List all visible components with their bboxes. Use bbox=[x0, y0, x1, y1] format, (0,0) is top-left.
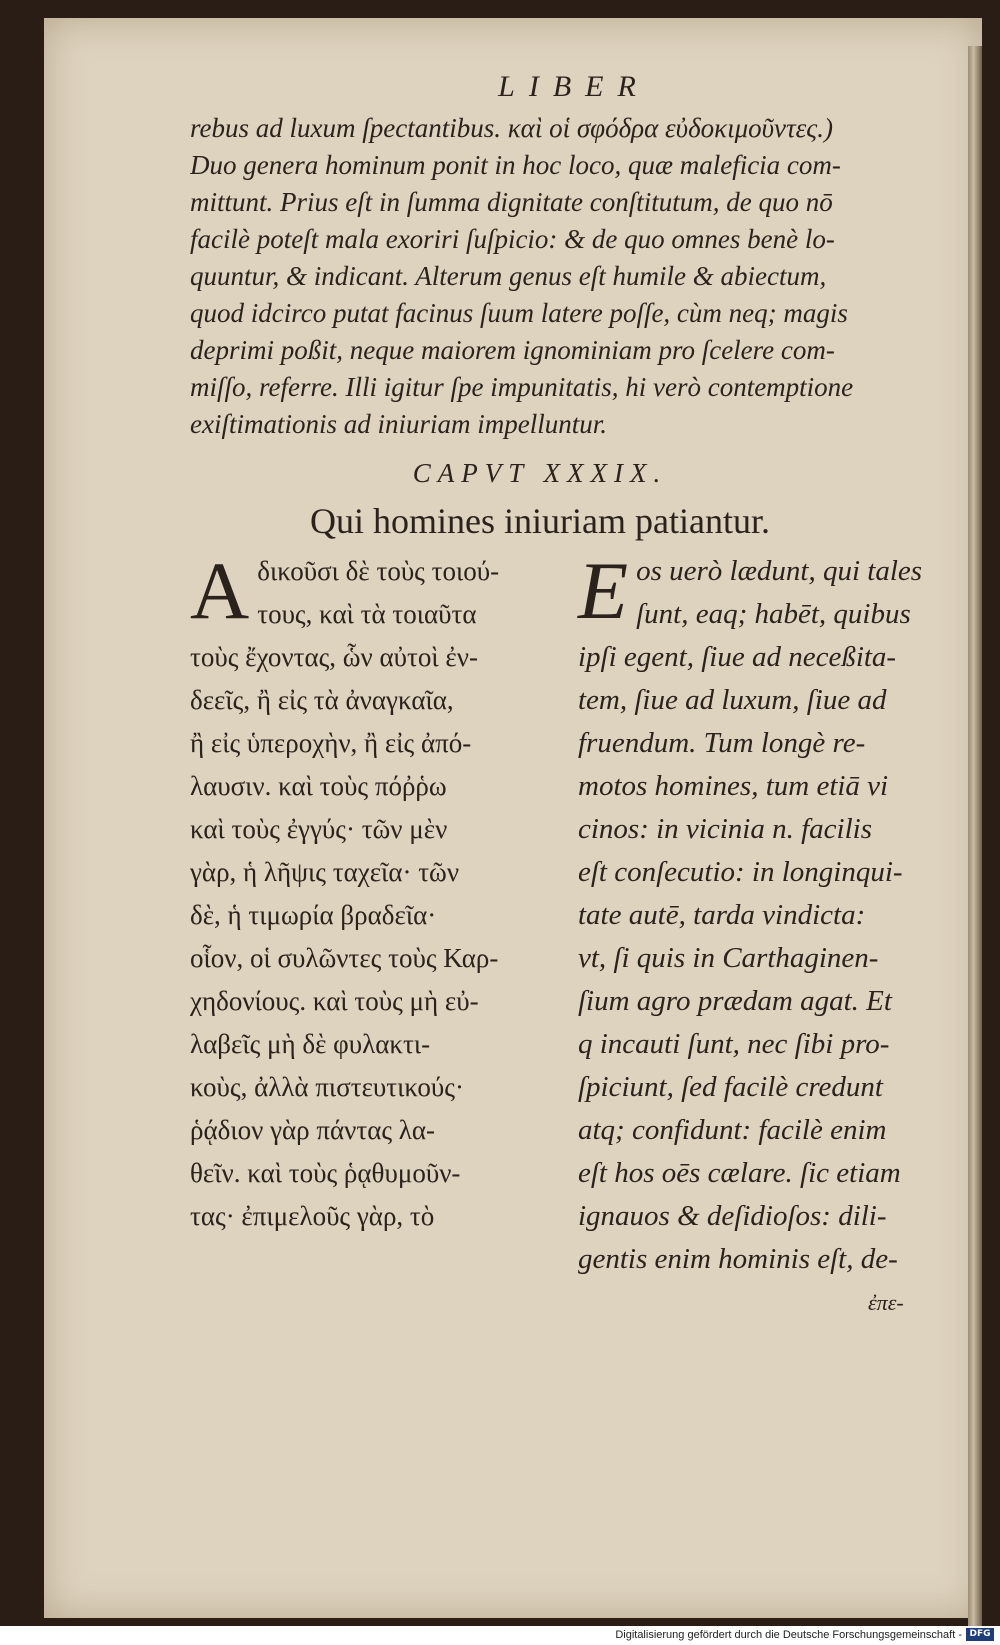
greek-line: χηδονίους. καὶ τοὺς μὴ εὐ- bbox=[190, 986, 479, 1016]
commentary-line: facilè poteſt mala exoriri ſuſpicio: & de quo omnes benè lo- bbox=[190, 224, 835, 254]
greek-line: τοὺς ἔχοντας, ὧν αὐτοὶ ἐν- bbox=[190, 642, 478, 672]
greek-line: ἢ εἰς ὑπεροχὴν, ἢ εἰς ἀπό- bbox=[190, 728, 472, 758]
latin-line: tem, ſiue ad luxum, ſiue ad bbox=[578, 684, 887, 716]
catchword: ἐπε- bbox=[868, 1290, 904, 1315]
latin-line: fruendum. Tum longè re- bbox=[578, 727, 866, 759]
greek-line: οἷον, οἱ συλῶντες τοὺς Καρ- bbox=[190, 943, 499, 973]
latin-line: eſt hos oēs cælare. ſic etiam bbox=[578, 1157, 901, 1189]
footer-credit: Digitalisierung gefördert durch die Deutsche Forschungsgemeinschaft - bbox=[615, 1629, 962, 1641]
chapter-number: CAPVT XXXIX. bbox=[412, 458, 668, 488]
greek-line: ῥᾴδιον γὰρ πάντας λα- bbox=[190, 1115, 436, 1145]
running-head: LIBER bbox=[498, 70, 650, 103]
latin-line: vt, ſi quis in Carthaginen- bbox=[578, 942, 879, 974]
greek-line: τας· ἐπιμελοῦς γὰρ, τὸ bbox=[190, 1201, 435, 1231]
greek-dropcap: A bbox=[190, 545, 250, 636]
commentary-line: quod idcirco putat facinus ſuum latere poſſe, cùm neq; magis bbox=[190, 298, 848, 328]
latin-column bbox=[578, 545, 958, 1281]
greek-line: κοὺς, ἀλλὰ πιστευτικούς· bbox=[190, 1072, 464, 1102]
latin-line: ſunt, eaq; habēt, quibus bbox=[636, 598, 911, 630]
latin-line: ſpiciunt, ſed facilè credunt bbox=[578, 1071, 883, 1103]
commentary-line: deprimi poßit, neque maiorem ignominiam pro ſcelere com- bbox=[190, 335, 835, 365]
latin-line: cinos: in vicinia n. facilis bbox=[578, 813, 872, 845]
latin-line: eſt conſecutio: in longinqui- bbox=[578, 856, 903, 888]
commentary-line: exiſtimationis ad iniuriam impelluntur. bbox=[190, 409, 607, 439]
commentary-line: Duo genera hominum ponit in hoc loco, quæ maleficia com- bbox=[190, 150, 841, 180]
commentary-line: miſſo, referre. Illi igitur ſpe impunitatis, hi verò contemptione bbox=[190, 372, 854, 402]
latin-line: gentis enim hominis eſt, de- bbox=[578, 1243, 898, 1275]
commentary-line: rebus ad luxum ſpectantibus. καὶ οἱ σφόδρα εὐδοκιμοῦντες.) bbox=[190, 113, 834, 143]
latin-line: ipſi egent, ſiue ad neceßita- bbox=[578, 641, 897, 673]
latin-dropcap: E bbox=[578, 545, 629, 636]
greek-line: καὶ τοὺς ἐγγύς· τῶν μὲν bbox=[190, 814, 448, 844]
page-edge bbox=[968, 46, 982, 1626]
greek-line: δὲ, ἡ τιμωρία βραδεῖα· bbox=[190, 900, 437, 930]
latin-line: motos homines, tum etiā vi bbox=[578, 770, 889, 802]
chapter-title: Qui homines iniuriam patiantur. bbox=[310, 501, 770, 541]
greek-line: λαυσιν. καὶ τοὺς πόῤῥω bbox=[190, 771, 447, 801]
greek-line: γὰρ, ἡ λῆψις ταχεῖα· τῶν bbox=[190, 857, 460, 887]
greek-line: θεῖν. καὶ τοὺς ῥᾳθυμοῦν- bbox=[190, 1158, 461, 1188]
latin-line: ſium agro prædam agat. Et bbox=[578, 985, 892, 1017]
greek-line: δικοῦσι δὲ τοὺς τοιού- bbox=[257, 556, 500, 586]
commentary-line: quuntur, & indicant. Alterum genus eſt humile & abiectum, bbox=[190, 261, 827, 291]
latin-line: q incauti ſunt, nec ſibi pro- bbox=[578, 1028, 890, 1060]
commentary-line: mittunt. Prius eſt in ſumma dignitate conſtitutum, de quo nō bbox=[190, 187, 833, 217]
commentary-block bbox=[190, 110, 960, 443]
latin-line: atq; confidunt: facilè enim bbox=[578, 1114, 887, 1146]
greek-line: λαβεῖς μὴ δὲ φυλακτι- bbox=[190, 1029, 431, 1059]
greek-line: δεεῖς, ἢ εἰς τὰ ἀναγκαῖα, bbox=[190, 685, 454, 715]
latin-line: os uerò lædunt, qui tales bbox=[636, 555, 923, 587]
latin-line: tate autē, tarda vindicta: bbox=[578, 899, 866, 931]
greek-column bbox=[190, 545, 550, 1238]
latin-line: ignauos & deſidioſos: dili- bbox=[578, 1200, 887, 1232]
dfg-logo: DFG bbox=[966, 1628, 994, 1641]
greek-line: τους, καὶ τὰ τοιαῦτα bbox=[257, 599, 477, 629]
